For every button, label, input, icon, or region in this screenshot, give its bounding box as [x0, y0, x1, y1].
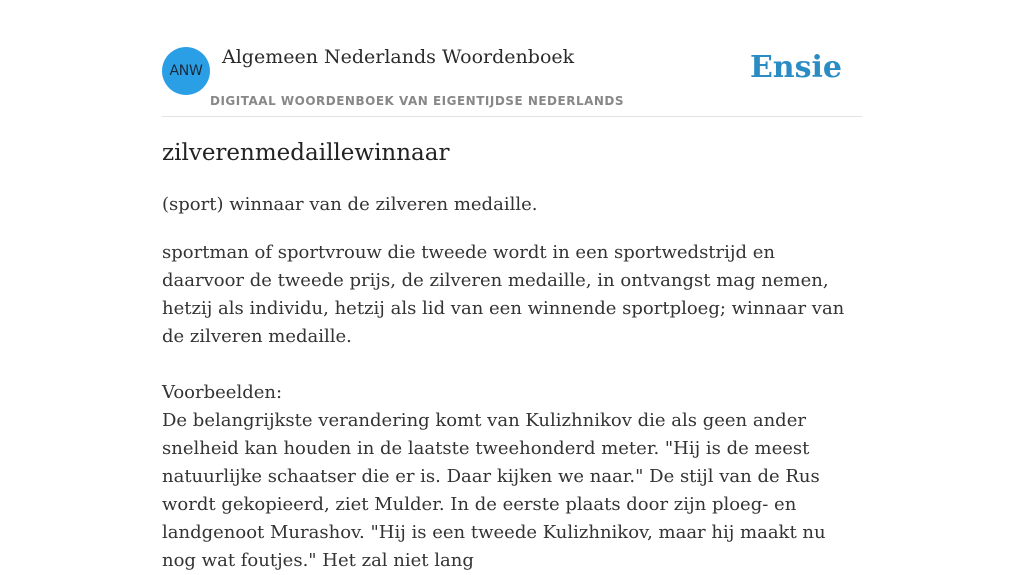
- full-definition: sportman of sportvrouw die tweede wordt in een sportwedstrijd en daarvoor de tweede prijs, de zilveren medaille, in ontvangst mag nemen, hetzij als individu, hetzij als lid van een winnende sportploeg; winnaar van de zilveren medaille.: [162, 242, 845, 347]
- site-subtitle: DIGITAAL WOORDENBOEK VAN EIGENTIJDSE NEDERLANDS: [210, 94, 625, 108]
- ensie-brand-logo[interactable]: Ensie: [749, 50, 842, 85]
- short-definition: (sport) winnaar van de zilveren medaille.: [162, 194, 538, 215]
- entry-headword: zilverenmedaillewinnaar: [162, 140, 450, 166]
- entry-body: [162, 239, 862, 575]
- example-text: De belangrijkste verandering komt van Kulizhnikov die als geen ander snelheid kan houden in de laatste tweehonderd meter. "Hij is de meest natuurlijke schaatser die er is. Daar kijken we naar." De stijl van de Rus wordt gekopieerd, ziet Mulder. In de eerste plaats door zijn ploeg- en landgenoot Murashov. "Hij is een tweede Kulizhnikov, maar hij maakt nu nog wat foutjes." Het zal niet lang: [162, 410, 826, 571]
- site-title[interactable]: Algemeen Nederlands Woordenboek: [222, 46, 575, 68]
- anw-logo[interactable]: ANW: [162, 47, 210, 95]
- site-header: [162, 0, 862, 117]
- examples-label: Voorbeelden:: [162, 382, 283, 403]
- page: [162, 0, 862, 571]
